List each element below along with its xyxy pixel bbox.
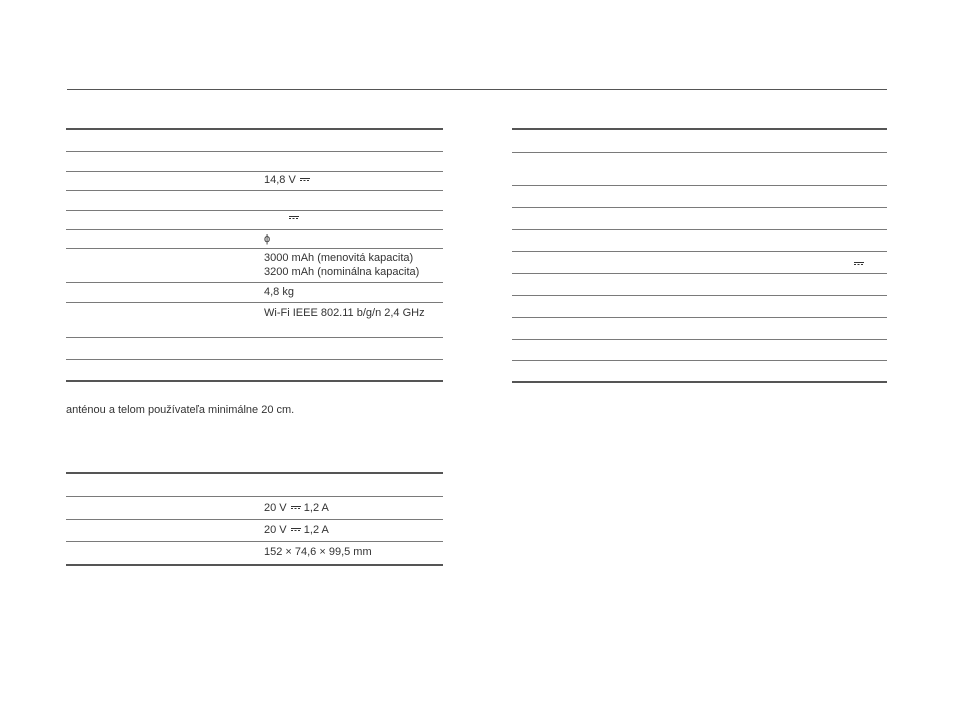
table-row-divider [66, 282, 443, 283]
table-top-rule [512, 128, 887, 130]
direct-current-icon [300, 177, 310, 183]
input-current: 1,2 A [303, 502, 329, 514]
table-bottom-rule [66, 564, 443, 566]
table-row-divider [66, 210, 443, 211]
table-row-divider [512, 360, 887, 361]
table-cell-weight: 4,8 kg [264, 286, 294, 298]
direct-current-icon [291, 505, 301, 511]
table-row-divider [512, 273, 887, 274]
spec-table-right [512, 128, 887, 386]
table-cell-current-symbol [288, 211, 299, 225]
table-cell-input [264, 501, 329, 515]
table-cell-output [264, 523, 329, 537]
direct-current-icon [291, 527, 301, 533]
table-row-divider [66, 248, 443, 249]
table-row-divider [512, 229, 887, 230]
table-top-rule [66, 128, 443, 130]
direct-current-icon [854, 261, 864, 267]
table-row-divider [66, 541, 443, 542]
charger-spec-table [66, 472, 443, 568]
table-row-divider [66, 519, 443, 520]
output-voltage: 20 V [264, 524, 287, 536]
table-row-divider [66, 496, 443, 497]
table-row-divider [66, 229, 443, 230]
table-top-rule [66, 472, 443, 474]
table-row-divider [66, 190, 443, 191]
table-row-divider [66, 302, 443, 303]
voltage-value: 14,8 V [264, 174, 296, 186]
table-cell-capacity-2: 3200 mAh (nominálna kapacita) [264, 266, 420, 278]
output-current: 1,2 A [303, 524, 329, 536]
table-row-divider [512, 317, 887, 318]
input-voltage: 20 V [264, 502, 287, 514]
table-row-divider [66, 337, 443, 338]
header-divider [67, 89, 887, 90]
table-row-divider [66, 359, 443, 360]
table-row-divider [512, 251, 887, 252]
table-bottom-rule [512, 381, 887, 383]
table-cell-voltage [264, 173, 310, 187]
table-row-divider [512, 339, 887, 340]
table-row-divider [512, 295, 887, 296]
table-row-divider [512, 207, 887, 208]
table-row-divider [66, 151, 443, 152]
spec-table-main [66, 128, 443, 384]
direct-current-icon [289, 215, 299, 221]
table-cell-dimensions: 152 × 74,6 × 99,5 mm [264, 546, 372, 558]
table-cell-current-symbol [853, 257, 864, 271]
table-cell-capacity-1: 3000 mAh (menovitá kapacita) [264, 252, 414, 264]
table-cell-wifi: Wi-Fi IEEE 802.11 b/g/n 2,4 GHz [264, 307, 425, 319]
table-row-divider [66, 171, 443, 172]
table-bottom-rule [66, 380, 443, 382]
table-row-divider [512, 185, 887, 186]
table-row-divider [512, 152, 887, 153]
table-cell-phase: ϕ [264, 233, 271, 245]
antenna-distance-note: anténou a telom používateľa minimálne 20 cm. [66, 404, 295, 416]
